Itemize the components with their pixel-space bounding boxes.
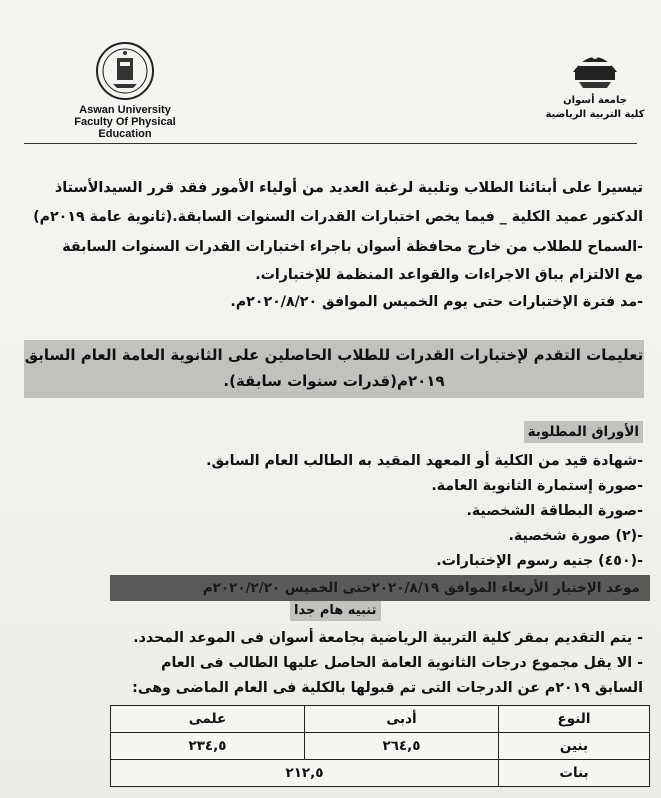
cell-girls-combined: ٢١٢,٥ <box>111 760 499 787</box>
university-seal-icon <box>93 40 157 102</box>
paper-item-1: -شهادة قيد من الكلية أو المعهد المقيد به الطالب العام السابق. <box>206 453 643 469</box>
paper-item-5: -(٤٥٠) جنيه رسوم الإختبارات. <box>436 553 643 569</box>
instructions-banner <box>24 340 644 398</box>
header-divider <box>24 143 637 144</box>
intro-line-1: تيسيرا على أبنائنا الطلاب وتلبية لرغبة العديد من أولياء الأمور فقد قرر السيدالأستاذ <box>54 180 643 196</box>
paper-item-4: -(٢) صورة شخصية. <box>508 528 643 544</box>
header-type: النوع <box>499 706 650 733</box>
university-name-ar: جامعة أسوان <box>563 95 627 106</box>
important-notice: تنبيه هام جدا <box>290 601 381 621</box>
intro-line-5: -مد فترة الإختبارات حتى يوم الخميس الموافق ٢٠٢٠/٨/٢٠م. <box>230 294 643 310</box>
faculty-name-ar: كلية التربية الرياضية <box>545 109 645 120</box>
faculty-logo <box>540 38 650 122</box>
table-header-row <box>111 706 650 733</box>
cell-type-girls: بنات <box>499 760 650 787</box>
intro-line-4: مع الالتزام بباق الاجراءات والقواعد المنظمة للإختبارات. <box>255 267 643 283</box>
intro-line-2: الدكتور عميد الكلية _ فيما يخص اختبارات القدرات السنوات السابقة.(ثانوية عامة ٢٠١٩م) <box>33 209 643 225</box>
university-name-en: Aswan University <box>79 104 171 116</box>
faculty-name-en: Faculty Of Physical Education <box>74 116 176 140</box>
header-scientific: علمى <box>111 706 305 733</box>
instructions-line-2: ٢٠١٩م(قدرات سنوات سابقة). <box>223 372 445 390</box>
papers-heading: الأوراق المطلوبة <box>524 421 643 443</box>
table-row <box>111 760 650 787</box>
header-literary: أدبى <box>305 706 499 733</box>
scores-table <box>110 705 650 787</box>
cell-boys-literary: ٢٦٤,٥ <box>305 733 499 760</box>
cell-boys-scientific: ٢٣٤,٥ <box>111 733 305 760</box>
note-line-3: السابق ٢٠١٩م عن الدرجات التى تم قبولها بالكلية فى العام الماضى وهى: <box>132 680 643 696</box>
paper-item-2: -صورة إستمارة الثانوية العامة. <box>431 478 643 494</box>
note-line-2: - الا يقل مجموع درجات الثانوية العامة الحاصل عليها الطالب فى العام <box>161 655 643 671</box>
note-line-1: - يتم التقديم بمقر كلية التربية الرياضية بجامعة أسوان فى الموعد المحدد. <box>133 630 643 646</box>
paper-item-3: -صورة البطاقة الشخصية. <box>466 503 643 519</box>
aswan-university-logo <box>70 40 180 140</box>
exam-schedule-bar: موعد الإختبار الأربعاء الموافق ٢٠٢٠/٨/١٩حتى الخميس ٢٠٢٠/٢/٢٠م <box>110 575 650 601</box>
intro-line-3: -السماح للطلاب من خارج محافظة أسوان باجراء اختبارات القدرات السنوات السابقة <box>62 239 643 255</box>
cell-type-boys: بنين <box>499 733 650 760</box>
faculty-emblem-icon <box>565 38 625 94</box>
table-row <box>111 733 650 760</box>
instructions-line-1: تعليمات التقدم لإختبارات القدرات للطلاب الحاصلين على الثانوية العامة العام السابق <box>24 346 644 364</box>
